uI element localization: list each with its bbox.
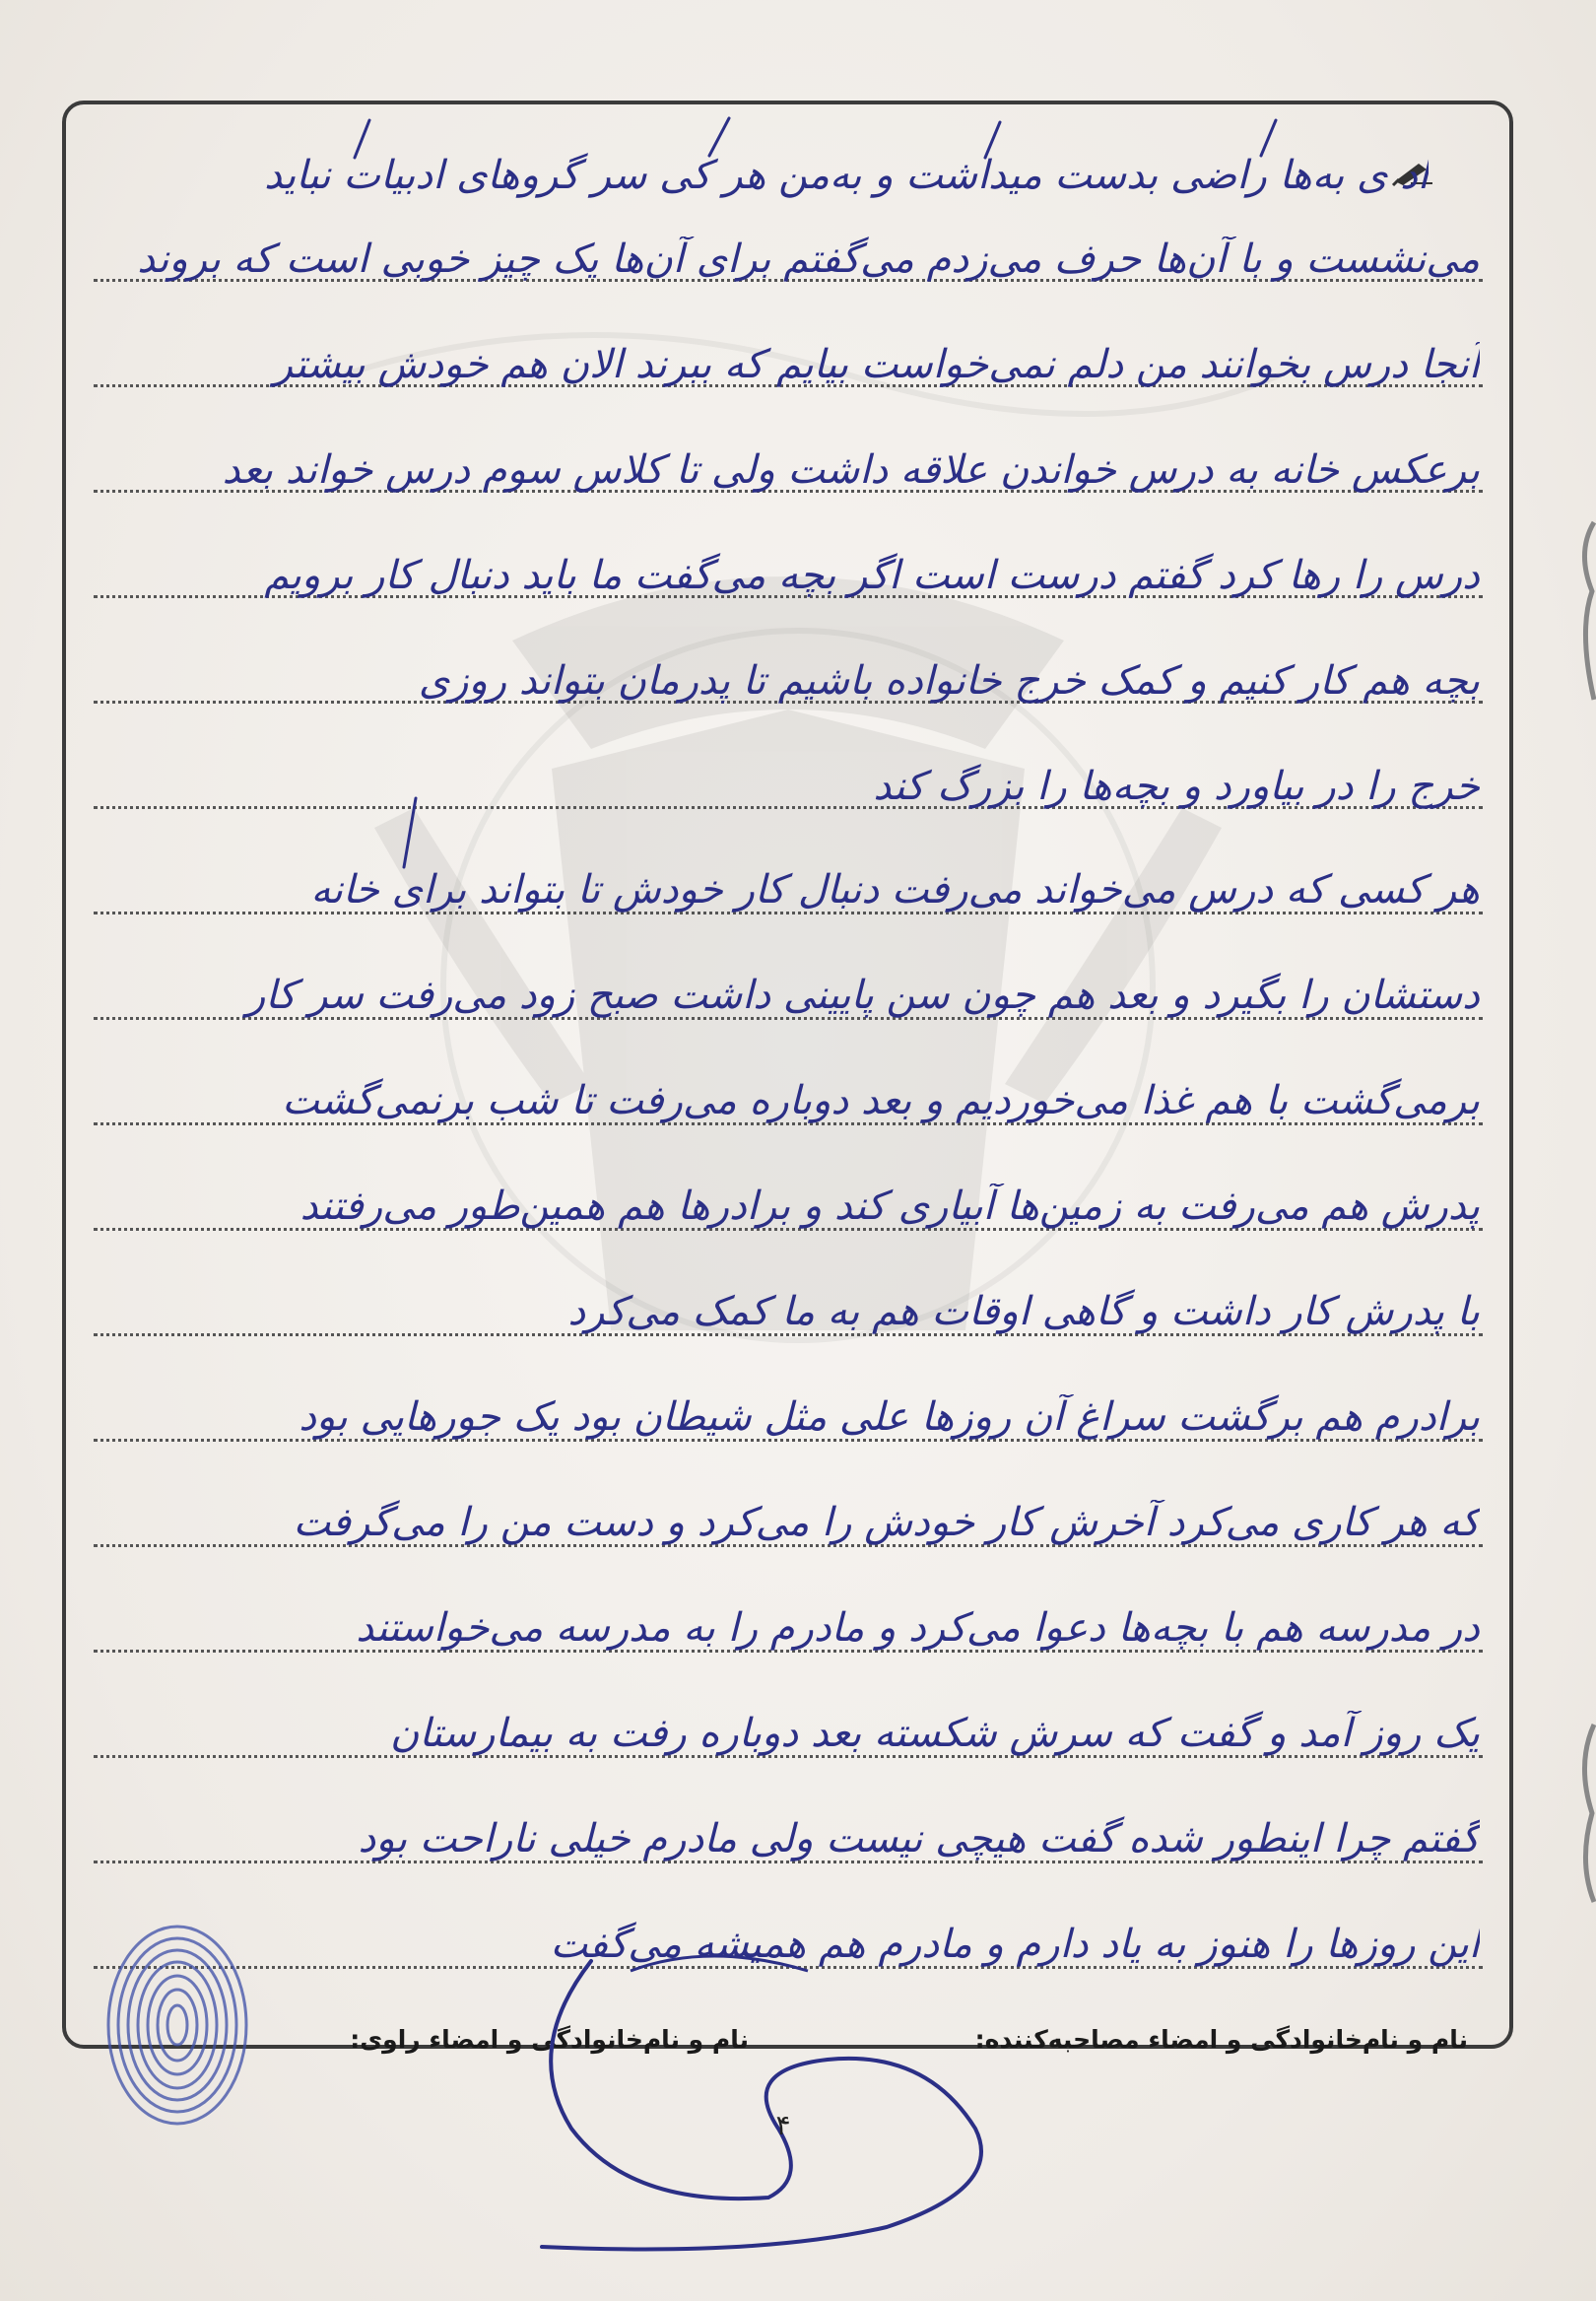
handwritten-line: پدرش هم می‌رفت به زمین‌ها آبیاری کند و برادرها هم همین‌طور می‌رفتند	[299, 1184, 1480, 1229]
handwritten-line: برادرم هم برگشت سراغ آن روزها علی مثل شیطان بود یک جورهایی بود	[299, 1394, 1480, 1440]
handwritten-line: درس را رها کرد گفتم درست است اگر بچه می‌گفت ما باید دنبال کار برویم	[264, 553, 1480, 598]
handwritten-line: خرج را در بیاورد و بچه‌ها را بزرگ کند	[873, 764, 1480, 809]
handwritten-line: برعکس خانه به درس خواندن علاقه داشت ولی تا کلاس سوم درس خواند بعد	[222, 447, 1480, 493]
handwritten-line: این روزها را هنوز به یاد دارم و مادرم هم همیشه می‌گفت	[550, 1922, 1480, 1967]
handwritten-line: می‌نشست و با آن‌ها حرف می‌زدم می‌گفتم برای آن‌ها یک چیز خوبی است که بروند	[137, 237, 1480, 282]
interviewer-signature-label: نام و نام‌خانوادگی و امضاء مصاحبه‌کننده:	[974, 2025, 1468, 2054]
page-number: ۴	[775, 2109, 791, 2141]
ink-mark	[374, 788, 433, 877]
handwritten-line: بچه هم کار کنیم و کمک خرج خانواده باشیم تا پدرمان بتواند روزی	[418, 658, 1480, 704]
handwritten-line: دستشان را بگیرد و بعد هم چون سن پایینی داشت صبح زود می‌رفت سر کار	[245, 973, 1480, 1018]
handwritten-line: هر کسی که درس می‌خواند می‌رفت دنبال کار خودش تا بتواند برای خانه	[310, 867, 1480, 913]
binder-ring	[1574, 512, 1596, 710]
handwritten-line: برمی‌گشت با هم غذا می‌خوردیم و بعد دوباره می‌رفت تا شب برنمی‌گشت	[282, 1078, 1480, 1123]
handwritten-line: که هر کاری می‌کرد آخرش کار خودش را می‌کرد و دست من را می‌گرفت	[293, 1500, 1480, 1545]
ink-mark	[296, 108, 1379, 168]
handwritten-line: با پدرش کار داشت و گاهی اوقات هم به ما کمک می‌کرد	[567, 1289, 1480, 1334]
handwritten-line: آنجا درس بخوانند من دلم نمی‌خواست بیایم که ببرند الان هم خودش بیشتر	[273, 342, 1480, 387]
signature-image	[512, 1931, 1064, 2267]
handwritten-line: اد ی به‌ها راضی بدست میداشت و به‌من هر کی سر گروهای ادبیات نباید	[264, 153, 1429, 198]
binder-ring	[1574, 1715, 1596, 1912]
narrator-signature-label: نام و نام‌خانوادگی و امضاء راوی:	[350, 2025, 749, 2054]
fingerprint-image	[94, 1912, 261, 2138]
handwritten-line: گفتم چرا اینطور شده گفت هیچی نیست ولی مادرم خیلی ناراحت بود	[358, 1816, 1480, 1861]
handwritten-line: در مدرسه هم با بچه‌ها دعوا می‌کرد و مادرم را به مدرسه می‌خواستند	[356, 1605, 1480, 1651]
handwritten-line: یک روز آمد و گفت که سرش شکسته بعد دوباره رفت به بیمارستان	[390, 1711, 1480, 1756]
